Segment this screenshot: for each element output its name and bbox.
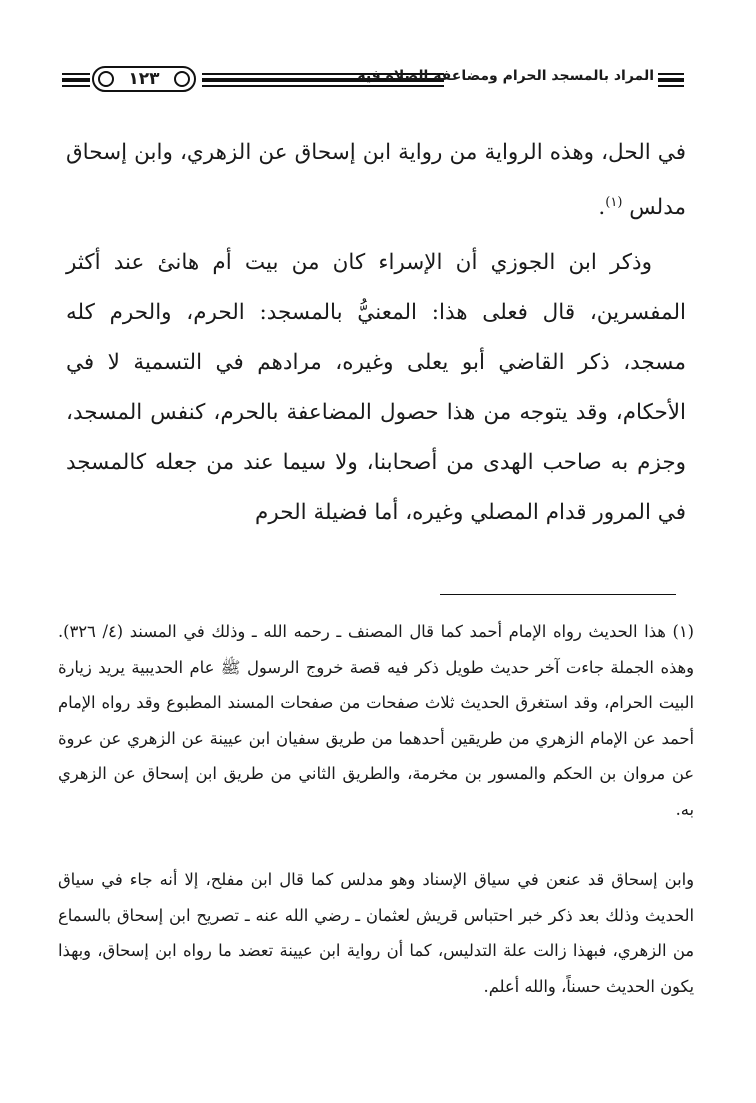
footnote-1: (١) هذا الحديث رواه الإمام أحمد كما قال المصنف ـ رحمه الله ـ وذلك في المسند (٤/ ٣٢٦). وهذه الجملة جاءت آخر حديث طويل ذكر فيه قصة خروج الرسول ﷺ عام الحديبية يريد زيارة البيت الحرام، وقد استغرق الحديث ثلاث صفحات من صفحات المسند المطبوع وقد رواه الإمام أحمد عن الإمام الزهري من طريقين أحدهما من طريق سفيان ابن عيينة عن الزهري عن عروة عن مروان بن الحكم والمسور بن مخرمة، والطريق الثاني من طريق ابن إسحاق عن الزهري به. xyxy=(58,622,694,819)
header-rule-right xyxy=(658,73,684,87)
footnote-reference: (١) xyxy=(605,195,623,210)
body-paragraph-2: وذكر ابن الجوزي أن الإسراء كان من بيت أم هانئ عند أكثر المفسرين، قال فعلى هذا: المعنيُّ بالمسجد: الحرم، والحرم كله مسجد، ذكر القاضي أبو يعلى وغيره، مرادهم في التسمية لا في الأحكام، وقد يتوجه من هذا حصول المضاعفة بالحرم، كنفس المسجد، وجزم به صاحب الهدى من أصحابنا، ولا سيما عند من جعله كالمسجد في المرور قدام المصلي وغيره، أما فضيلة الحرم xyxy=(66,250,686,525)
footnote-continuation: وابن إسحاق قد عنعن في سياق الإسناد وهو مدلس كما قال ابن مفلح، إلا أنه جاء في سياق الحديث وذلك بعد ذكر خبر احتباس قريش لعثمان ـ رضي الله عنه ـ تصريح ابن إسحاق بالسماع من الزهري، فبهذا زالت علة التدليس، كما أن رواية ابن عيينة تعضد ما رواه ابن إسحاق، وبهذا يكون الحديث حسناً، والله أعلم. xyxy=(58,870,694,996)
page-header xyxy=(62,62,684,98)
body-paragraph-1 xyxy=(66,128,686,233)
header-rule-left xyxy=(62,73,90,87)
page-number: ١٢٣ xyxy=(92,66,196,92)
footnote-divider xyxy=(440,594,676,595)
body-paragraph-1-end: . xyxy=(598,195,606,220)
body-paragraph-1-text: في الحل، وهذه الرواية من رواية ابن إسحاق عن الزهري، وابن إسحاق مدلس xyxy=(66,140,686,220)
running-title: المراد بالمسجد الحرام ومضاعفة الصلاة فيه xyxy=(357,68,654,84)
